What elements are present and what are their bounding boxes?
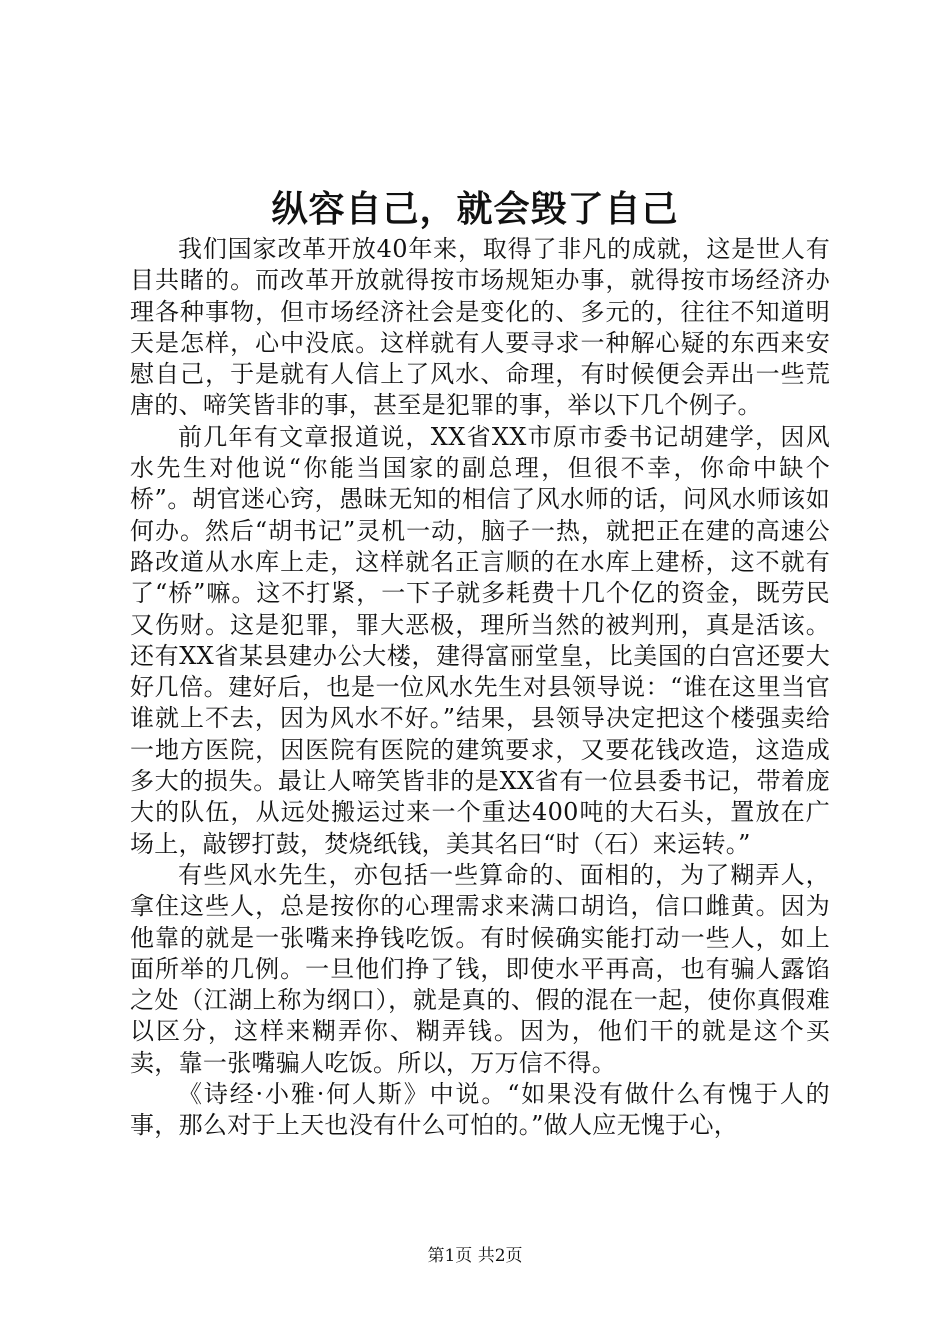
- page-footer: [0, 1244, 950, 1268]
- document-title: 纵容自己，就会毁了自己: [271, 189, 679, 230]
- page-number: 第1页 共2页: [427, 1246, 523, 1266]
- paragraph: 我们国家改革开放40年来，取得了非凡的成就，这是世人有目共睹的。而改革开放就得按市场规矩办事，就得按市场经济办理各种事物，但市场经济社会是变化的、多元的，往往不知道明天是怎样，心中没底。这样就有人要寻求一种解心疑的东西来安慰自己，于是就有人信上了风水、命理，有时候便会弄出一些荒唐的、啼笑皆非的事，甚至是犯罪的事，举以下几个例子。: [130, 235, 830, 420]
- paragraph: 前几年有文章报道说，XX省XX市原市委书记胡建学，因风水先生对他说“你能当国家的副总理，但很不幸，你命中缺个桥”。胡官迷心窍，愚昧无知的相信了风水师的话，问风水师该如何办。然后“胡书记”灵机一动，脑子一热，就把正在建的高速公路改道从水库上走，这样就名正言顺的在水库上建桥，这不就有了“桥”嘛。这不打紧，一下子就多耗费十几个亿的资金，既劳民又伤财。这是犯罪，罪大恶极，理所当然的被判刑，真是活该。还有XX省某县建办公大楼，建得富丽堂皇，比美国的白宫还要大好几倍。建好后，也是一位风水先生对县领导说：“谁在这里当官谁就上不去，因为风水不好。”结果，县领导决定把这个楼强卖给一地方医院，因医院有医院的建筑要求，又要花钱改造，这造成多大的损失。最让人啼笑皆非的是XX省有一位县委书记，带着庞大的队伍，从远处搬运过来一个重达400吨的大石头，置放在广场上，敲锣打鼓，焚烧纸钱，美其名曰“时（石）来运转。”: [130, 422, 830, 858]
- paragraph: 《诗经·小雅·何人斯》中说。“如果没有做什么有愧于人的事，那么对于上天也没有什么可怕的。”做人应无愧于心，: [130, 1080, 830, 1140]
- document-body: [130, 234, 830, 1142]
- paragraph: 有些风水先生，亦包括一些算命的、面相的，为了糊弄人，拿住这些人，总是按你的心理需求来满口胡诌，信口雌黄。因为他靠的就是一张嘴来挣钱吃饭。有时候确实能打动一些人，如上面所举的几例。一旦他们挣了钱，即使水平再高，也有骗人露馅之处（江湖上称为纲口），就是真的、假的混在一起，使你真假难以区分，这样来糊弄你、糊弄钱。因为，他们干的就是这个买卖，靠一张嘴骗人吃饭。所以，万万信不得。: [130, 860, 830, 1077]
